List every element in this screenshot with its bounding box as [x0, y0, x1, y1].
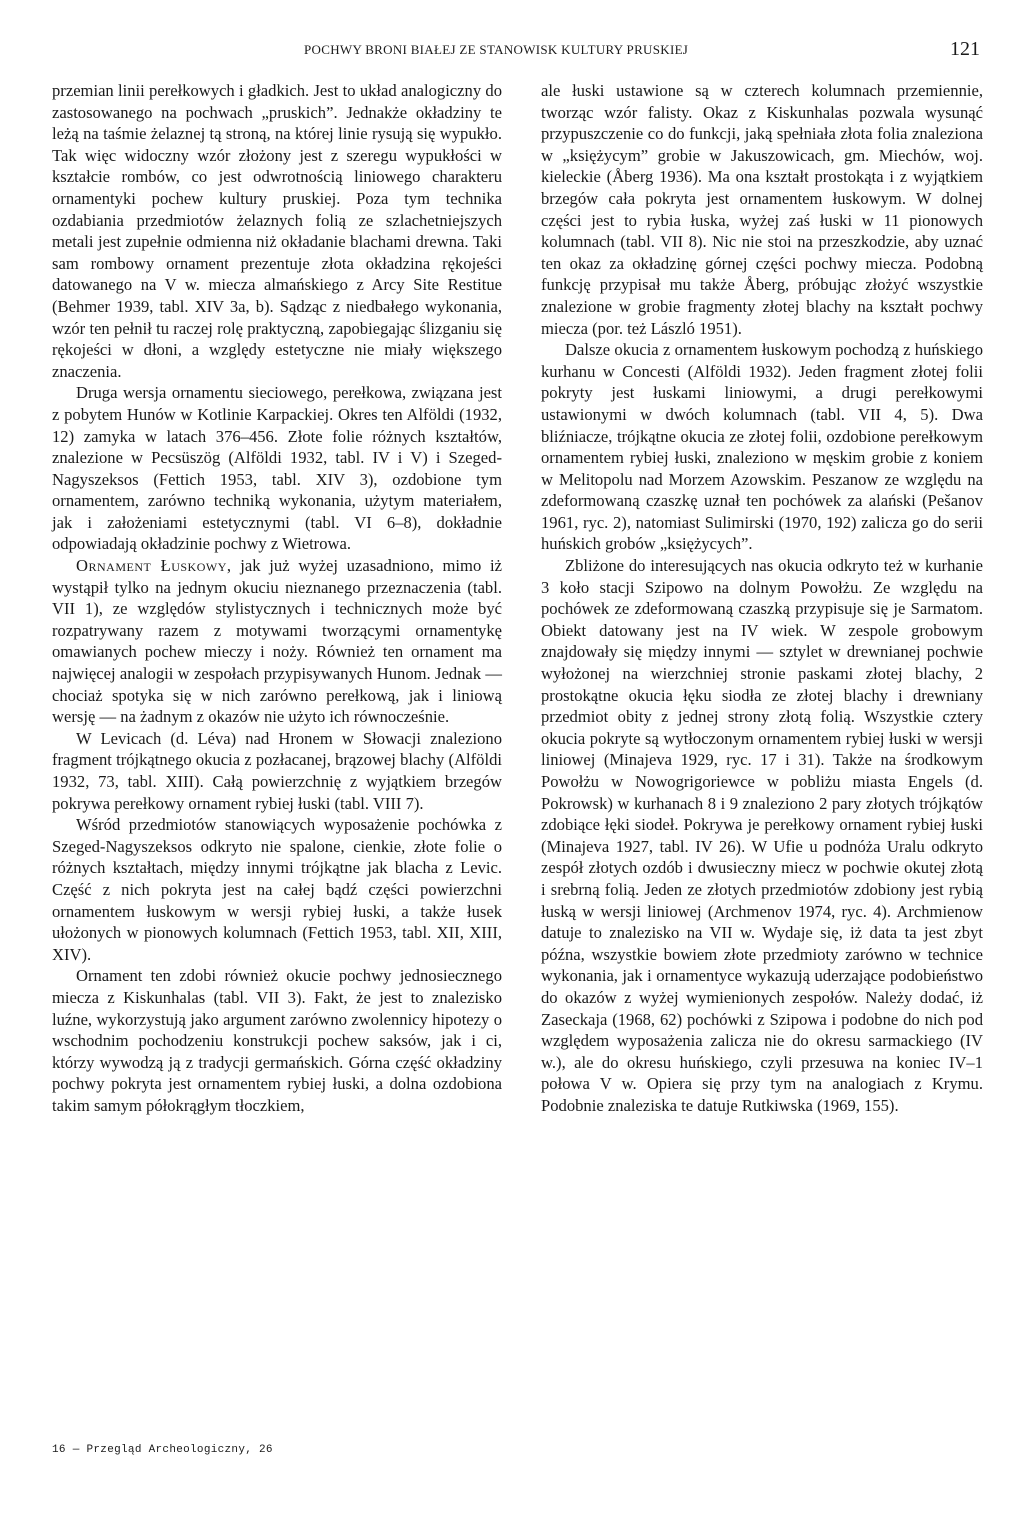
page-number: 121	[950, 38, 980, 60]
paragraph: Zbliżone do interesujących nas okucia odkryto też w kurhanie 3 koło stacji Szipowo na dolnym Powołżu. Ze względu na pochówek ze zdeformowaną czaszką przypisuje się je Sarmatom. Obiekt datowany jest na IV wiek. W zespole grobowym znajdowały się między innymi — sztylet w drewnianej pochwie wyłożonej na wierzchniej stronie paskami złotej blachy, 2 prostokątne okucia łęku siodła ze złotej blachy i drewniany przedmiot obity z jednej strony złotą folią. Wszystkie cztery okucia pokryte są wytłoczonym ornamentem rybiej łuski w wersji liniowej (Minajeva 1929, ryc. 17 i 31). Także na środkowym Powołżu w Nowogrigoriewce w pobliżu miasta Engels (d. Pokrowsk) w kurhanach 8 i 9 znaleziono 2 pary złotych trójkątów zdobiące łęki siodeł. Pokrywa je perełkowy ornament rybiej łuski (Minajeva 1927, tabl. IV 26). W Ufie u podnóża Uralu odkryto zespół złotych ozdób i dwusieczny miecz w pochwie okutej złotą i srebrną folią. Jeden ze złotych przedmiotów zdobiony jest rybią łuską w wersji liniowej (Archmenov 1974, ryc. 4). Archmienow datuje to znalezisko na VII w. Wydaje się, iż data ta jest zbyt późna, wszystkie bowiem złote przedmioty zarówno w technice wykonania, jak i ornamentyce wykazują uderzające podobieństwo do okazów z wyżej wymienionych zespołów. Należy dodać, iż Zaseckaja (1968, 62) pochówki z Szipowa i podobne do nich pod względem wyposażenia zalicza nie do okresu sarmackiego (IV w.), ale do okresu huńskiego, czyli przesuwa na koniec IV–1 połowa V w. Opiera się przy tym na analogiach z Krymu. Podobnie znaleziska te datuje Rutkiwska (1969, 155).	[541, 556, 983, 1115]
paragraph: Druga wersja ornamentu sieciowego, perełkowa, związana jest z pobytem Hunów w Kotlinie Karpackiej. Okres ten Alföldi (1932, 12) zamyka w latach 376–456. Złote folie różnych kształtów, znalezione w Pecsüszög (Alföldi 1932, tabl. IV i V) i Szeged-Nagyszeksos (Fettich 1953, tabl. XIV 3), ozdobione tym ornamentem, zarówno techniką wykonania, użytym materiałem, jak i założeniami estetycznymi (tabl. VI 6–8), dokładnie odpowiadają okładzinie pochwy z Wietrowa.	[52, 383, 502, 554]
running-title: POCHWY BRONI BIAŁEJ ZE STANOWISK KULTURY PRUSKIEJ	[304, 42, 689, 57]
paragraph: Dalsze okucia z ornamentem łuskowym pochodzą z huńskiego kurhanu w Concesti (Alföldi 1932). Jeden fragment złotej folii pokryty jest łuskami liniowymi, a drugi perełkowymi ustawionymi w dwóch kolumnach (tabl. VII 4, 5). Dwa bliźniacze, trójkątne okucia ze złotej folii, ozdobione perełkowym ornamentem rybiej łuski, znaleziono w męskim grobie z koniem w Melitopolu nad Morzem Azowskim. Peszanow ze względu na zdeformowaną czaszkę uznał ten pochówek za alański (Pešanov 1961, ryc. 2), natomiast Sulimirski (1970, 192) zalicza go do serii huńskich grobów „księżycych”.	[541, 340, 983, 554]
section-heading: Ornament Łuskowy,	[76, 556, 232, 576]
paragraph: ale łuski ustawione są w czterech kolumnach przemiennie, tworząc wzór falisty. Okaz z Kiskunhalas pozwala wysunąć przypuszczenie co do funkcji, jaką spełniała złota folia znaleziona w „księżycym” grobie w Jakuszowicach, gm. Miechów, woj. kieleckie (Åberg 1936). Ma ona kształt prostokąta i z wyjątkiem brzegów cała pokryta jest ornamentem łuskowym. W dolnej części jest to rybia łuska, wyżej zaś łuski w 11 pionowych kolumnach (tabl. VII 8). Nic nie stoi na przeszkodzie, aby uznać ten okaz za okładzinę górnej części pochwy miecza. Podobną funkcję przypisał mu także Åberg, próbując złożyć wszystkie znalezione w grobie fragmenty złotej blachy na kształt pochwy miecza (por. też László 1951).	[541, 81, 983, 338]
paragraph-text: jak już wyżej uzasadniono, mimo iż wystąpił tylko na jednym okuciu nieznanego przeznaczenia (tabl. VII 1), ze względów stylistycznych i technicznych może być rozpatrywany razem z motywami tworzącymi ornamentykę omawianych pochew mieczy i noży. Również ten ornament ma najwięcej analogii w zespołach przypisywanych Hunom. Jednak — chociaż spotyka się w nich zarówno perełkową, jak i liniową wersję — na żadnym z okazów nie użyto ich równocześnie.	[52, 556, 502, 727]
paragraph: W Levicach (d. Léva) nad Hronem w Słowacji znaleziono fragment trójkątnego okucia z pozłacanej, brązowej blachy (Alföldi 1932, 73, tabl. XIII). Całą powierzchnię z wyjątkiem brzegów pokrywa perełkowy ornament rybiej łuski (tabl. VIII 7).	[52, 728, 502, 813]
left-column	[52, 80, 502, 1117]
paragraph: Ornament ten zdobi również okucie pochwy jednosiecznego miecza z Kiskunhalas (tabl. VII 3). Fakt, że jest to znalezisko luźne, wykorzystują jako argument zarówno zwolennicy hipotezy o wschodnim pochodzeniu konstrukcji pochew saksów, jak i ci, którzy wywodzą ją z tradycji germańskich. Górna część okładziny pochwy pokryta jest ornamentem rybiej łuski, a dolna ozdobiona takim samym półokrągłym tłoczkiem,	[52, 966, 502, 1115]
page-footer-signature: 16 — Przegląd Archeologiczny, 26	[52, 1444, 273, 1456]
page-header	[0, 38, 1024, 68]
right-column	[541, 80, 983, 1117]
paragraph	[52, 555, 502, 728]
paragraph: Wśród przedmiotów stanowiących wyposażenie pochówka z Szeged-Nagyszeksos odkryto nie spalone, cienkie, złote folie o różnych kształtach, między innymi trójkątne jak blacha z Levic. Część z nich pokryta jest na całej bądź części powierzchni ornamentem łuskowym w wersji rybiej łuski, a także łusek ułożonych w pionowych kolumnach (Fettich 1953, tabl. XII, XIII, XIV).	[52, 815, 502, 964]
paragraph: przemian linii perełkowych i gładkich. Jest to układ analogiczny do zastosowanego na pochwach „pruskich”. Jednakże okładziny te leżą na taśmie żelaznej tą stroną, na której linie rysują się wypukło. Tak więc widoczny wzór złożony jest z szeregu wypukłości w kształcie rombów, co jest odwrotnością liniowego charakteru ornamentyki pochew kultury pruskiej. Poza tym technika ozdabiania przedmiotów żelaznych folią ze szlachetniejszych metali jest zupełnie odmienna niż okładanie blachami drewna. Taki sam rombowy ornament prezentuje złota okładzina rękojeści datowanego na V w. miecza almańskiego z Arcy Site Restitue (Behmer 1939, tabl. XIV 3a, b). Sądząc z niedbałego wykonania, wzór ten pełnił tu raczej rolę praktyczną, zapobiegając ślizganiu się rękojeści w dłoni, a względy estetyczne nie miały większego znaczenia.	[52, 81, 502, 381]
